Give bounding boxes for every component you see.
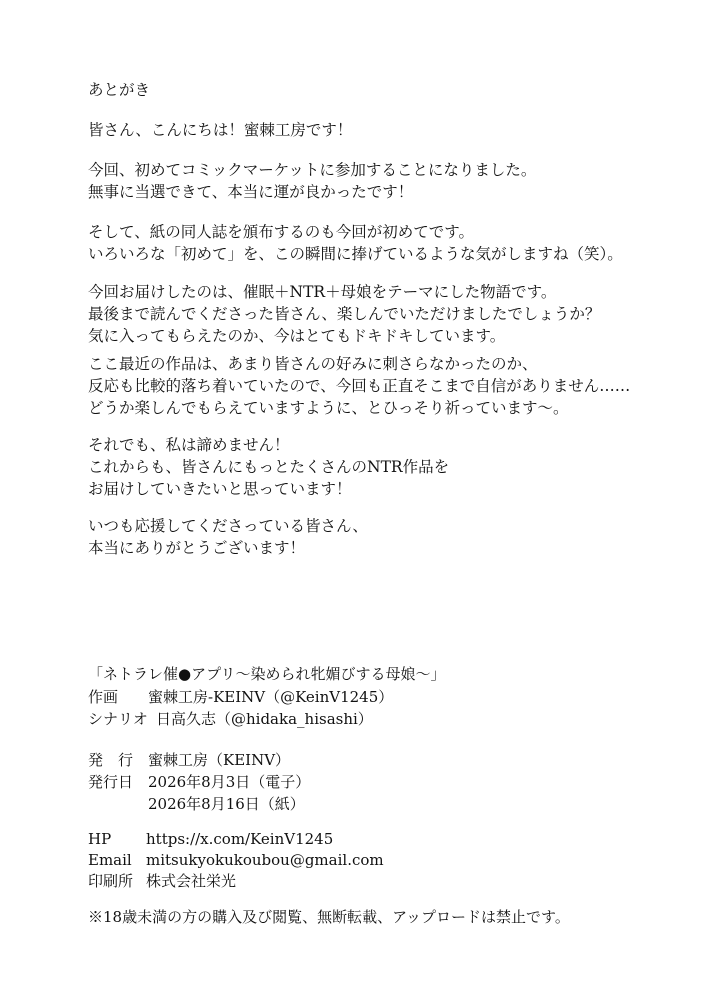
scenario-label: シナリオ [88,710,148,728]
paragraph-confidence: ここ最近の作品は、あまり皆さんの好みに刺さらなかったのか、 反応も比較的落ち着いていたので、今回も正直そこまで自信がありません…… どうか楽しんでもらえていますように、とひっそり祈っています〜。 [88,355,631,417]
colophon-scenario-row [88,709,373,730]
age-restriction-notice: ※18歳未満の方の購入及び閲覧、無断転載、アップロードは禁止です。 [88,908,570,926]
publisher-value: 蜜棘工房（KEINV） [148,751,291,769]
email-label: Email [88,851,132,869]
afterword-heading: あとがき [88,81,151,99]
hp-label: HP [88,830,112,848]
publisher-label: 発 行 [88,751,134,769]
art-value: 蜜棘工房-KEINV（@KeinV1245） [148,688,394,706]
greeting-text: 皆さん、こんにちは！蜜棘工房です！ [88,121,353,139]
colophon-printer-row [88,871,236,892]
colophon-date-row-2 [88,794,305,815]
paragraph-first-paper: そして、紙の同人誌を頒布するのも今回が初めてです。 いろいろな「初めて」を、この瞬間に捧げているような気がしますね（笑）。 [88,223,623,263]
email-value: mitsukyokukoubou@gmail.com [146,851,384,869]
art-label: 作画 [88,688,119,706]
date-value-2: 2026年8月16日（紙） [148,795,305,813]
colophon-email-row [88,850,384,871]
printer-label: 印刷所 [88,872,134,890]
date-label: 発行日 [88,773,134,791]
paragraph-thanks: いつも応援してくださっている皆さん、 本当にありがとうございます！ [88,517,368,557]
scenario-value: 日高久志（@hidaka_hisashi） [156,710,373,728]
colophon-publisher-row [88,750,290,771]
colophon-title: 「ネトラレ催●アプリ〜染められ牝媚びする母娘〜」 [88,665,446,683]
colophon-hp-row [88,829,333,850]
paragraph-theme: 今回お届けしたのは、催眠＋NTR＋母娘をテーマにした物語です。 最後まで読んでくださった皆さん、楽しんでいただけましたでしょうか？ 気に入ってもらえたのか、今はとてもドキドキしています。 [88,283,601,345]
paragraph-resolve: それでも、私は諦めません！ これからも、皆さんにもっとたくさんのNTR作品を お届けしていきたいと思っています！ [88,436,450,498]
printer-value: 株式会社栄光 [146,872,237,890]
paragraph-first-comiket: 今回、初めてコミックマーケットに参加することになりました。 無事に当選できて、本当に運が良かったです！ [88,161,537,201]
colophon-date-row [88,772,310,793]
hp-value: https://x.com/KeinV1245 [146,830,334,848]
colophon-art-row [88,687,393,708]
date-value: 2026年8月3日（電子） [148,773,311,791]
